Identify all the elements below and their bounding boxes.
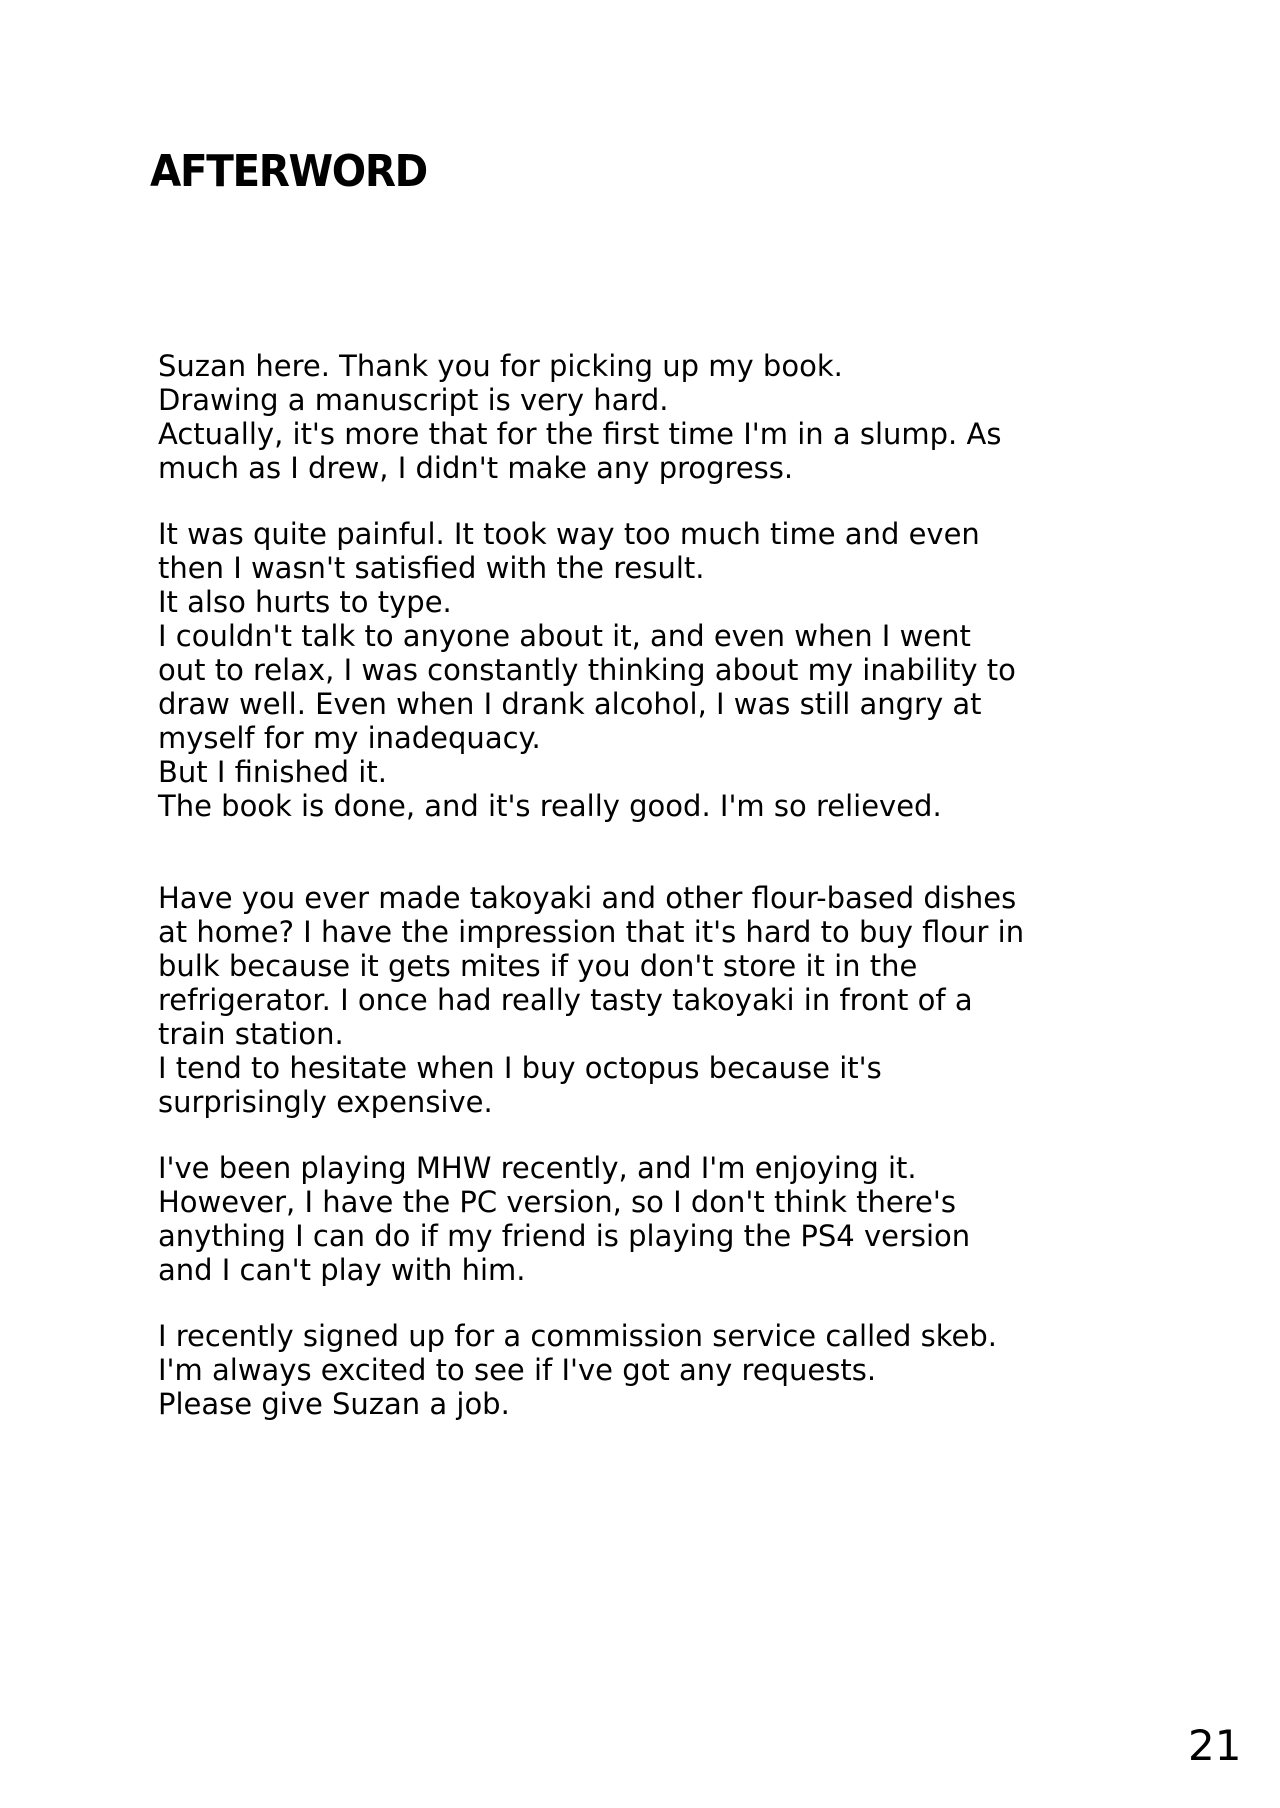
text-line: The book is done, and it's really good. I'm so relieved. bbox=[158, 789, 942, 823]
text-line: train station. bbox=[158, 1017, 344, 1051]
text-line: refrigerator. I once had really tasty takoyaki in front of a bbox=[158, 983, 973, 1017]
text-line: Drawing a manuscript is very hard. bbox=[158, 383, 669, 417]
text-line: Actually, it's more that for the first time I'm in a slump. As bbox=[158, 417, 1002, 451]
paragraph-2 bbox=[158, 517, 1098, 823]
paragraph-5 bbox=[158, 1319, 1098, 1421]
text-line: I tend to hesitate when I buy octopus because it's bbox=[158, 1051, 882, 1085]
text-line: surprisingly expensive. bbox=[158, 1085, 493, 1119]
text-line: I've been playing MHW recently, and I'm enjoying it. bbox=[158, 1151, 917, 1185]
paragraph-spacer bbox=[158, 1119, 1098, 1151]
text-line: draw well. Even when I drank alcohol, I was still angry at bbox=[158, 687, 982, 721]
text-line: I recently signed up for a commission service called skeb. bbox=[158, 1319, 997, 1353]
paragraph-spacer bbox=[158, 823, 1098, 881]
paragraph-spacer bbox=[158, 485, 1098, 517]
text-line: Please give Suzan a job. bbox=[158, 1387, 510, 1421]
paragraph-4 bbox=[158, 1151, 1098, 1287]
text-line: But I finished it. bbox=[158, 755, 387, 789]
paragraph-3 bbox=[158, 881, 1098, 1119]
text-line: much as I drew, I didn't make any progress. bbox=[158, 451, 794, 485]
paragraph-spacer bbox=[158, 1287, 1098, 1319]
text-line: at home? I have the impression that it's hard to buy flour in bbox=[158, 915, 1025, 949]
text-line: myself for my inadequacy. bbox=[158, 721, 541, 755]
afterword-body bbox=[158, 349, 1098, 1421]
text-line: and I can't play with him. bbox=[158, 1253, 526, 1287]
page-number: 21 bbox=[1188, 1721, 1242, 1770]
text-line: bulk because it gets mites if you don't store it in the bbox=[158, 949, 918, 983]
text-line: I'm always excited to see if I've got any requests. bbox=[158, 1353, 877, 1387]
paragraph-1 bbox=[158, 349, 1098, 485]
text-line: It was quite painful. It took way too much time and even bbox=[158, 517, 980, 551]
text-line: I couldn't talk to anyone about it, and even when I went bbox=[158, 619, 971, 653]
text-line: out to relax, I was constantly thinking about my inability to bbox=[158, 653, 1016, 687]
text-line: Suzan here. Thank you for picking up my book. bbox=[158, 349, 843, 383]
text-line: It also hurts to type. bbox=[158, 585, 452, 619]
text-line: Have you ever made takoyaki and other flour-based dishes bbox=[158, 881, 1017, 915]
text-line: then I wasn't satisfied with the result. bbox=[158, 551, 705, 585]
text-line: anything I can do if my friend is playing the PS4 version bbox=[158, 1219, 971, 1253]
page-title: AFTERWORD bbox=[150, 146, 427, 197]
text-line: However, I have the PC version, so I don't think there's bbox=[158, 1185, 956, 1219]
